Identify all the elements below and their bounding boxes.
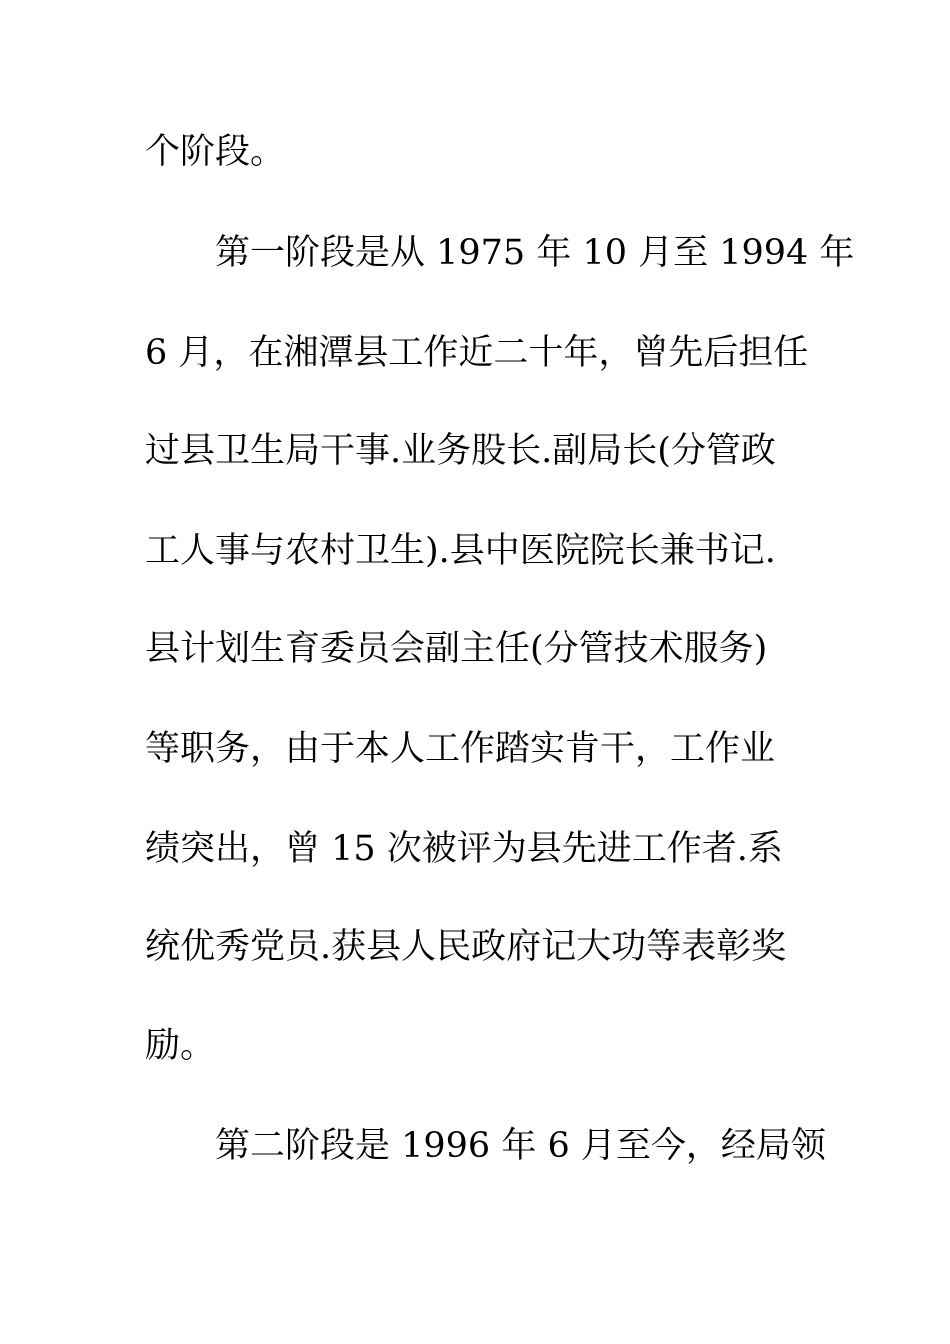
text-line: 个阶段。 (145, 132, 286, 172)
paragraph-first-line: 第一阶段是从 1975 年 10 月至 1994 年 (215, 233, 855, 273)
text-line: 统优秀党员.获县人民政府记大功等表彰奖 (145, 927, 787, 967)
text-line: 励。 (145, 1026, 216, 1066)
text-line: 绩突出，曾 15 次被评为县先进工作者.系 (145, 829, 783, 869)
text-line: 等职务，由于本人工作踏实肯干，工作业 (145, 729, 776, 769)
text-line: 工人事与农村卫生).县中医院院长兼书记. (145, 531, 776, 571)
text-line: 县计划生育委员会副主任(分管技术服务) (145, 629, 768, 669)
paragraph-first-line: 第二阶段是 1996 年 6 月至今，经局领 (215, 1126, 826, 1166)
text-line: 过县卫生局干事.业务股长.副局长(分管政 (145, 431, 776, 471)
text-line: 6 月，在湘潭县工作近二十年，曾先后担任 (145, 333, 809, 373)
